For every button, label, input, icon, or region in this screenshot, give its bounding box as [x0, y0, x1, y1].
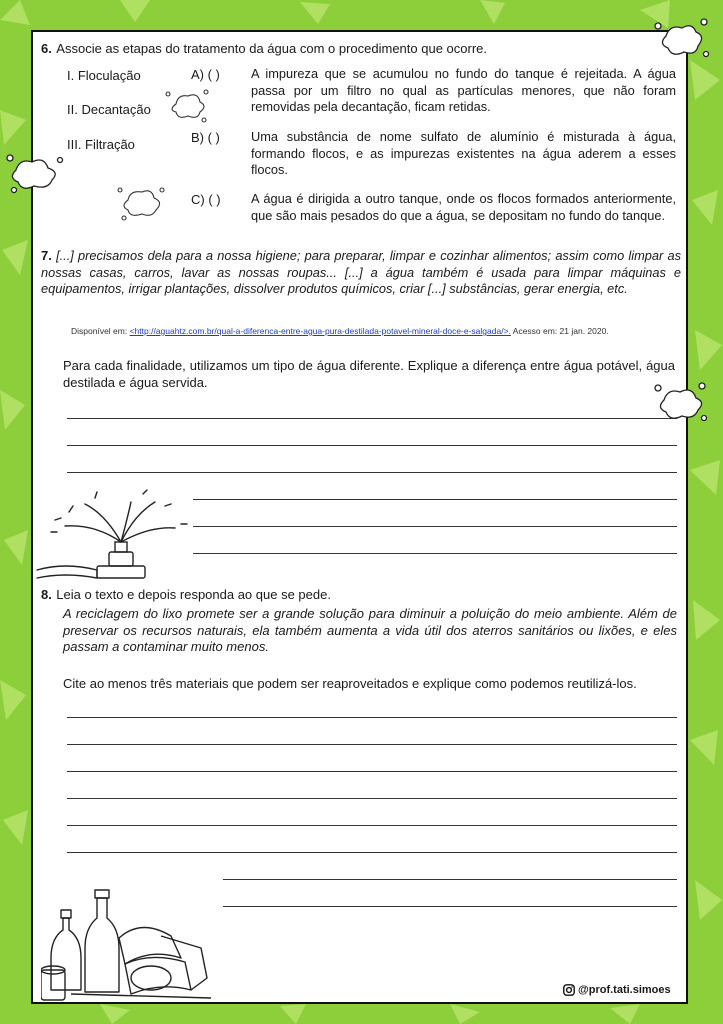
- question-6-prompt: Associe as etapas do tratamento da água com o procedimento que ocorre.: [56, 41, 487, 56]
- answer-line[interactable]: [67, 744, 677, 745]
- question-8-quote: A reciclagem do lixo promete ser a grande solução para diminuir a poluição do meio ambiente. Além de preservar os recursos naturais, ela também aumenta a vida útil dos aterros sanitários ou lixões, e eles passam a contaminar muito menos.: [63, 606, 677, 654]
- answer-line[interactable]: [193, 499, 677, 500]
- source-link[interactable]: <http://aguahtz.com.br/qual-a-diferenca-entre-agua-pura-destilada-potavel-mineral-doce-e-salgada/>.: [129, 326, 511, 336]
- source-suffix: Acesso em: 21 jan. 2020.: [510, 326, 609, 336]
- question-7-source: [71, 326, 609, 336]
- footer-handle: [563, 984, 671, 996]
- germ-doodle-icon: [652, 14, 712, 60]
- answer-line[interactable]: [67, 771, 677, 772]
- answer-line[interactable]: [67, 445, 677, 446]
- answer-line[interactable]: [193, 553, 677, 554]
- answer-line[interactable]: [67, 798, 677, 799]
- question-8-number: 8.: [41, 587, 52, 602]
- source-prefix: Disponível em:: [71, 326, 130, 336]
- sprinkler-illustration: [35, 484, 195, 584]
- answer-line[interactable]: [67, 717, 677, 718]
- instagram-icon: [563, 984, 575, 996]
- answer-line[interactable]: [223, 906, 677, 907]
- option-a-text: A impureza que se acumulou no fundo do tanque é rejeitada. A água passa por um filtro no qual as partículas menores, que não foram removidas pela decantação, ficam retidas.: [251, 66, 676, 114]
- question-6-header: [41, 40, 487, 58]
- question-7-quote: [...] precisamos dela para a nossa higiene; para preparar, limpar e cozinhar alimentos; assim como limpar as nossas casas, carros, lavar as nossas roupas... [...] a água também é usada para limpar máquinas e equipamentos, irrigar plantações, dissolver produtos químicos, criar [...] substâncias, gerar energia, etc.: [41, 248, 681, 296]
- question-8-header: [41, 586, 331, 604]
- step-floculacao: I. Floculação: [67, 68, 141, 83]
- germ-doodle-icon: [116, 180, 168, 222]
- answer-line[interactable]: [67, 418, 677, 419]
- answer-line[interactable]: [193, 526, 677, 527]
- question-8-prompt: Leia o texto e depois responda ao que se pede.: [56, 587, 331, 602]
- question-7-question: Para cada finalidade, utilizamos um tipo de água diferente. Explique a diferença entre água potável, água destilada e água servida.: [63, 358, 675, 390]
- germ-doodle-icon: [4, 148, 68, 194]
- answer-line[interactable]: [67, 472, 677, 473]
- step-decantacao: II. Decantação: [67, 102, 151, 117]
- worksheet-page: [31, 30, 688, 1004]
- option-a-label[interactable]: A) ( ): [191, 67, 220, 82]
- question-8-question: Cite ao menos três materiais que podem ser reaproveitados e explique como podemos reutilizá-los.: [63, 676, 637, 691]
- germ-doodle-icon: [650, 376, 710, 424]
- option-b-text: Uma substância de nome sulfato de alumínio é misturada à água, formando flocos, e as impurezas existentes na água aderem a esses flocos.: [251, 129, 676, 177]
- answer-line[interactable]: [223, 879, 677, 880]
- question-7-number: 7.: [41, 248, 52, 263]
- answer-line[interactable]: [67, 852, 677, 853]
- option-c-label[interactable]: C) ( ): [191, 192, 221, 207]
- footer-handle-text: @prof.tati.simoes: [578, 984, 671, 996]
- germ-doodle-icon: [164, 84, 210, 124]
- recycling-illustration: [41, 878, 211, 1002]
- question-7-quote-block: [41, 248, 681, 298]
- option-c-text: A água é dirigida a outro tanque, onde os flocos formados anteriormente, que são mais pesados do que a água, se depositam no fundo do tanque.: [251, 191, 676, 223]
- answer-line[interactable]: [67, 825, 677, 826]
- option-b-label[interactable]: B) ( ): [191, 130, 220, 145]
- step-filtracao: III. Filtração: [67, 137, 135, 152]
- question-6-number: 6.: [41, 41, 52, 56]
